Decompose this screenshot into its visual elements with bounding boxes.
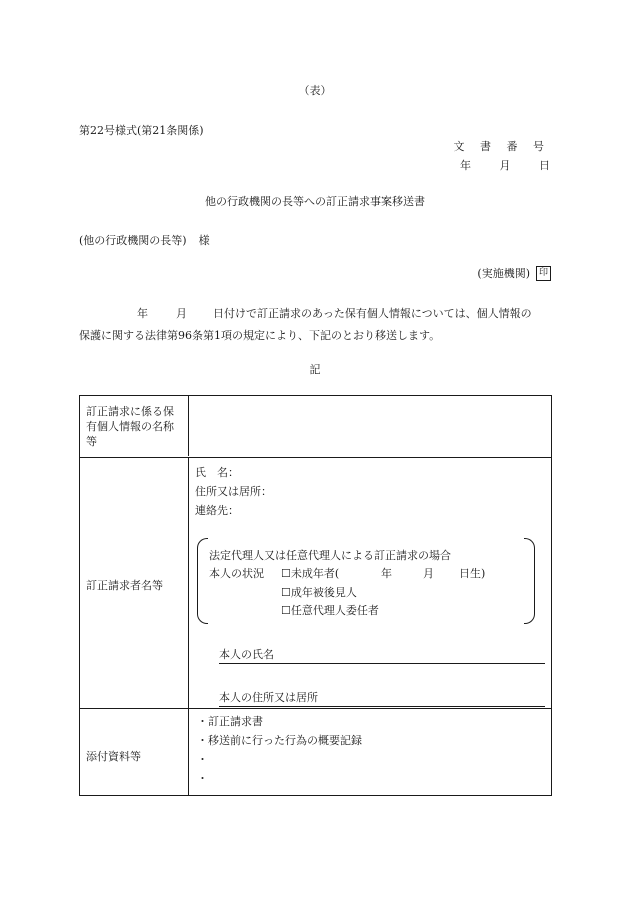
ward-checkbox[interactable]: ☐成年被後見人 (281, 586, 357, 599)
bracket-left (197, 538, 208, 624)
principal-name-field[interactable]: 本人の氏名 (219, 646, 545, 664)
body-month: 月 (176, 307, 187, 320)
date-year: 年 (460, 159, 471, 172)
attachment-item: ・移送前に行った行為の概要記録 (197, 734, 362, 747)
table-label-cell (80, 458, 189, 708)
principal-address-field[interactable]: 本人の住所又は居所 (219, 689, 545, 707)
requester-address-field[interactable]: 住所又は居所： (195, 485, 272, 498)
minor-birth-day: 日生) (459, 567, 486, 580)
attachment-item: ・ (197, 772, 208, 785)
requester-cell (189, 458, 551, 708)
date-day: 日 (539, 159, 550, 172)
table-label-cell (80, 709, 189, 796)
ki-heading: 記 (309, 363, 321, 376)
attachment-item: ・ (197, 753, 208, 766)
minor-birth-month: 月 (423, 567, 434, 580)
bracket-right (524, 538, 535, 624)
addressee-name: (他の行政機関の長等) (79, 234, 187, 247)
table-row (80, 457, 551, 708)
requester-name-field[interactable]: 氏 名： (195, 466, 239, 479)
table-row (80, 708, 551, 796)
form-number: 第22号様式(第21条関係) (79, 124, 204, 137)
body-year: 年 (137, 307, 148, 320)
form-table (79, 395, 552, 796)
sender-label: (実施機関) (477, 267, 530, 280)
row3-label: 添付資料等 (86, 750, 141, 763)
minor-birth-year: 年 (381, 567, 392, 580)
table-row (80, 396, 551, 456)
body-text (79, 303, 552, 347)
document-number: 文 書 番 号 (453, 140, 550, 153)
attachment-item: ・訂正請求書 (197, 715, 263, 728)
requester-contact-field[interactable]: 連絡先： (195, 504, 239, 517)
agent-box (197, 538, 535, 624)
info-name-field[interactable] (189, 396, 551, 456)
addressee-honorific: 様 (198, 234, 210, 247)
row2-label: 訂正請求者名等 (86, 579, 163, 592)
date-month: 月 (499, 159, 511, 172)
table-label-cell (80, 396, 189, 456)
attachments-cell (189, 709, 551, 796)
seal-icon: 印 (536, 266, 551, 281)
body-line1: 日付けで訂正請求のあった保有個人情報については、個人情報の (213, 307, 532, 320)
row1-label: 訂正請求に係る保有個人情報の名称等 (86, 405, 174, 448)
date-line (460, 157, 550, 173)
top-label: （表） (298, 84, 332, 97)
status-label: 本人の状況 (209, 567, 264, 580)
document-title: 他の行政機関の長等への訂正請求事案移送書 (205, 195, 425, 208)
sender (477, 265, 551, 281)
delegate-checkbox[interactable]: ☐任意代理人委任者 (281, 604, 379, 617)
body-line2: 保護に関する法律第96条第1項の規定により、下記のとおり移送します。 (79, 329, 441, 342)
addressee (79, 232, 210, 248)
minor-checkbox[interactable]: ☐未成年者( (281, 567, 340, 580)
agent-heading: 法定代理人又は任意代理人による訂正請求の場合 (209, 549, 451, 562)
